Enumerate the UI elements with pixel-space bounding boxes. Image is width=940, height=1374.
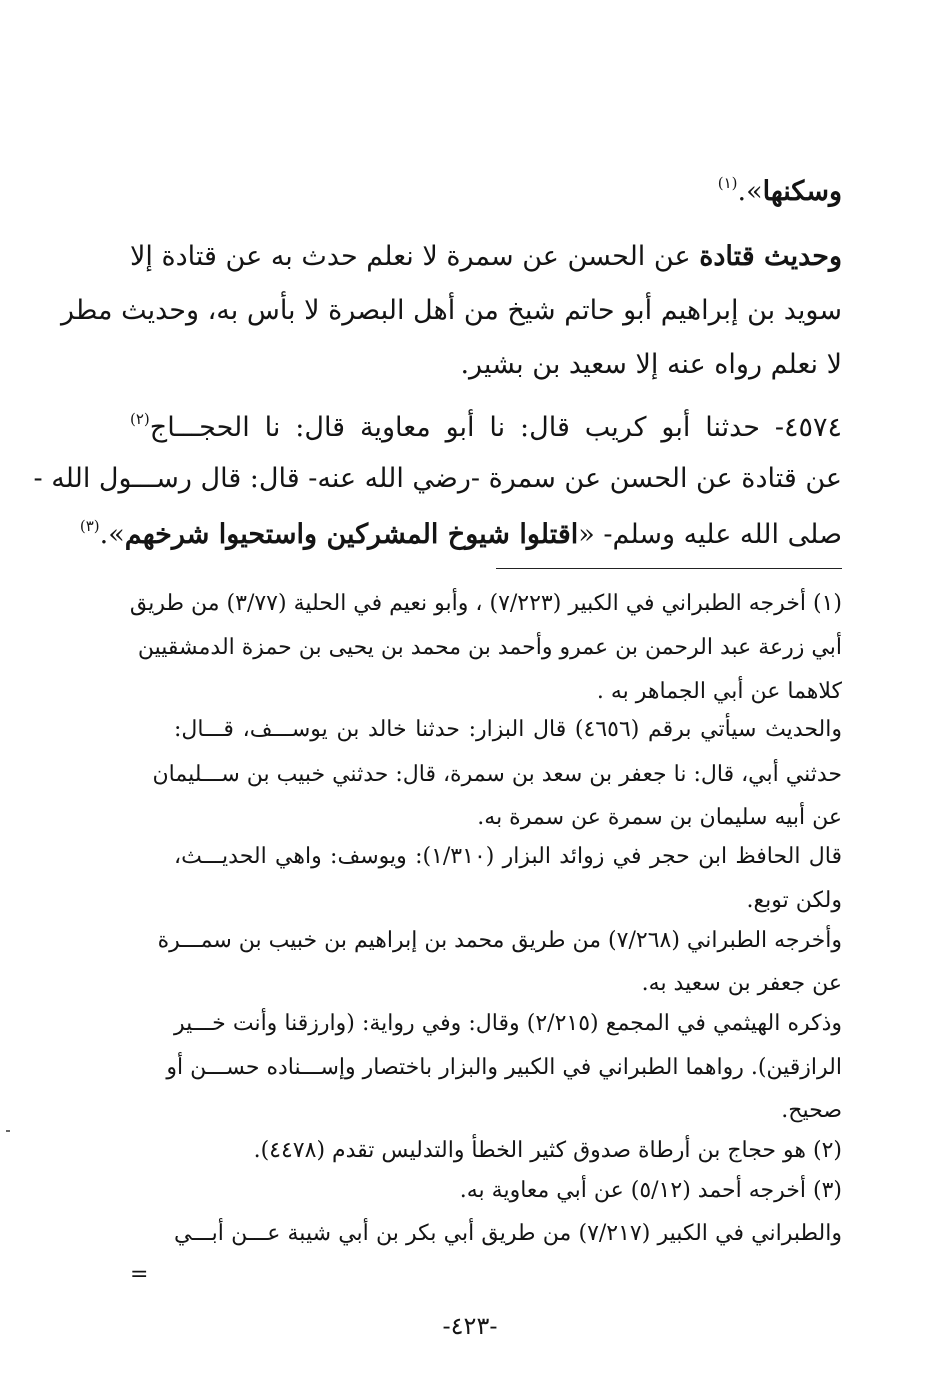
footnote-line: قال الحافظ ابن حجر في زوائد البزار (١/٣١٠): ويوسف: واهي الحديـــث، (174, 844, 843, 869)
bold-phrase: وحديث قتادة (699, 241, 842, 272)
quote-close: ». (737, 176, 763, 207)
page-number: -٤٢٣- (442, 1312, 498, 1340)
footnote-line: (٢) هو حجاج بن أرطاة صدوق كثير الخطأ والتدليس تقدم (٤٤٧٨). (253, 1138, 842, 1163)
text-run: عن الحسن عن سمرة لا نعلم حدث به عن قتادة إلا (130, 241, 691, 272)
scan-speck (6, 1130, 10, 1132)
main-line-4: لا نعلم رواه عنه إلا سعيد بن بشير. (460, 349, 842, 380)
continuation-mark: = (130, 1262, 149, 1287)
footnote-line: والحديث سيأتي برقم (٤٦٥٦) قال البزار: حدثنا خالد بن يوســـف، قـــال: (174, 717, 842, 742)
hadith-quote: اقتلوا شيوخ المشركين واستحيوا شرخهم (124, 519, 579, 550)
footnote-line: صحيح. (781, 1098, 842, 1123)
main-line-6: عن قتادة عن الحسن عن سمرة -رضي الله عنه- قال: قال رســـول الله - (33, 463, 842, 494)
quote-close: ». (99, 519, 125, 550)
footnote-line: كلاهما عن أبي الجماهر به . (596, 679, 842, 704)
footnote-line: وذكره الهيثمي في المجمع (٢/٢١٥) وقال: وفي رواية: (وارزقنا وأنت خـــير (174, 1011, 842, 1036)
main-line-1 (130, 176, 842, 205)
footnote-line: حدثني أبي، قال: نا جعفر بن سعد بن سمرة، قال: حدثني خبيب بن ســـليمان (152, 762, 842, 787)
text-run: صلى الله عليه وسلم- « (578, 519, 842, 550)
footnote-line: عن أبيه سليمان بن سمرة عن سمرة به. (477, 805, 842, 830)
footnote-ref-1: (١) (717, 174, 738, 192)
footnote-line: ولكن توبع. (746, 888, 842, 913)
main-line-2 (130, 243, 842, 270)
footnote-line: (١) أخرجه الطبراني في الكبير (٧/٢٢٣) ، وأبو نعيم في الحلية (٣/٧٧) من طريق (129, 591, 842, 616)
footnote-line: وأخرجه الطبراني (٧/٢٦٨) من طريق محمد بن إبراهيم بن خبيب بن سمـــرة (157, 928, 842, 953)
bold-word: وسكنها (762, 176, 842, 207)
footnote-line: أبي زرعة عبد الرحمن بن عمرو وأحمد بن محمد بن يحيى بن حمزة الدمشقيين (137, 635, 842, 660)
footnote-ref-3: (٣) (79, 517, 100, 535)
hadith-number-line: ٤٥٧٤- حدثنا أبو كريب قال: نا أبو معاوية قال: نا الحجـــاج (149, 412, 842, 443)
main-line-3: سويد بن إبراهيم أبو حاتم شيخ من أهل البصرة لا بأس به، وحديث مطر (60, 295, 842, 326)
footnote-separator (496, 568, 842, 569)
footnote-ref-2: (٢) (130, 410, 150, 428)
main-line-7 (79, 517, 842, 550)
footnote-line: الرازقين). رواهما الطبراني في الكبير والبزار باختصار وإســـناده حســـن أو (166, 1055, 842, 1080)
footnote-line: عن جعفر بن سعيد به. (641, 971, 842, 996)
main-line-5 (130, 412, 842, 441)
footnote-line: والطبراني في الكبير (٧/٢١٧) من طريق أبي بكر بن أبي شيبة عـــن أبـــي (174, 1221, 842, 1246)
footnote-line: (٣) أخرجه أحمد (٥/١٢) عن أبي معاوية به. (459, 1178, 842, 1203)
